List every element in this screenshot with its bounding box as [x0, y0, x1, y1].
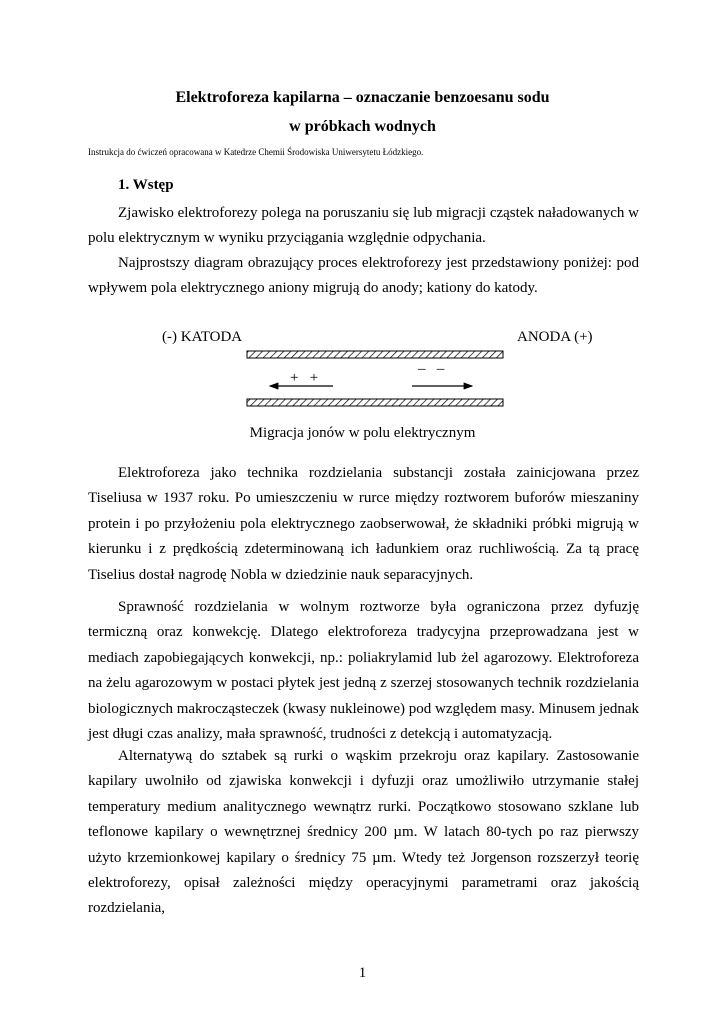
paragraph-1: Zjawisko elektroforezy polega na poruszaniu się lub migracji cząstek naładowanych w polu elektrycznym w wyniku przyciągania względnie odpychania. [88, 205, 639, 247]
document-title-line2: w próbkach wodnych [289, 118, 436, 135]
diagram-caption: Migracja jonów w polu elektrycznym [249, 425, 476, 441]
upper-capillary-wall [247, 351, 503, 358]
paragraph-4: Sprawność rozdzielania w wolnym roztworze była ograniczona przez dyfuzję termiczną oraz konwekcję. Dlatego elektroforeza tradycyjna przeprowadzana jest w mediach zapobiegających konwekcji, np.: poliakrylamid lub żel agarozowy. Elektroforeza na żelu agarozowym w postaci płytek jest jedną z szerzej stosowanych technik rozdzielania biologicznych makrocząsteczek (kwasy nukleinowe) pod względem masy. Minusem jednak jest długi czas analizy, mała sprawność, trudności z detekcją i automatyzacją. [88, 599, 639, 743]
lower-capillary-wall [247, 399, 503, 406]
cathode-label: (-) KATODA [162, 329, 243, 345]
page-number: 1 [358, 965, 367, 981]
anion-signs: – – [418, 361, 445, 377]
paragraph-3: Elektroforeza jako technika rozdzielania substancji została zainicjowana przez Tiseliusa w 1937 roku. Po umieszczeniu w rurce między roztworem buforów mieszaniny protein i po przyłożeniu pola elektrycznego zaobserwował, że składniki próbki migrują w kierunku i z prędkością zdeterminowaną ich ładunkiem oraz ruchliwością. Za tą pracę Tiselius dostał nagrodę Nobla w dziedzinie nauk separacyjnych. [88, 465, 639, 583]
cation-signs: + + [290, 370, 319, 386]
document-subtitle: Instrukcja do ćwiczeń opracowana w Katedrze Chemii Środowiska Uniwersytetu Łódzkiego. [88, 147, 424, 157]
paragraph-2: Najprostszy diagram obrazujący proces elektroforezy jest przedstawiony poniżej: pod wpływem pola elektrycznego aniony migrują do anody; kationy do katody. [88, 255, 639, 297]
electrophoresis-diagram [240, 345, 510, 415]
section-heading: 1. Wstęp [118, 177, 174, 193]
anode-label: ANODA (+) [517, 329, 593, 345]
paragraph-5: Alternatywą do sztabek są rurki o wąskim przekroju oraz kapilary. Zastosowanie kapilary uwolniło od zjawiska konwekcji i dyfuzji oraz umożliwiło utrzymanie stałej temperatury medium analitycznego wewnątrz rurki. Początkowo stosowano szklane lub teflonowe kapilary o wewnętrznej średnicy 200 µm. W latach 80-tych po raz pierwszy użyto krzemionkowej kapilary o średnicy 75 µm. Wtedy też Jorgenson rozszerzył teorię elektroforezy, opisał zależności między operacyjnymi parametrami oraz jakością rozdzielania, [88, 748, 639, 917]
document-title-line1: Elektroforeza kapilarna – oznaczanie benzoesanu sodu [175, 89, 550, 106]
